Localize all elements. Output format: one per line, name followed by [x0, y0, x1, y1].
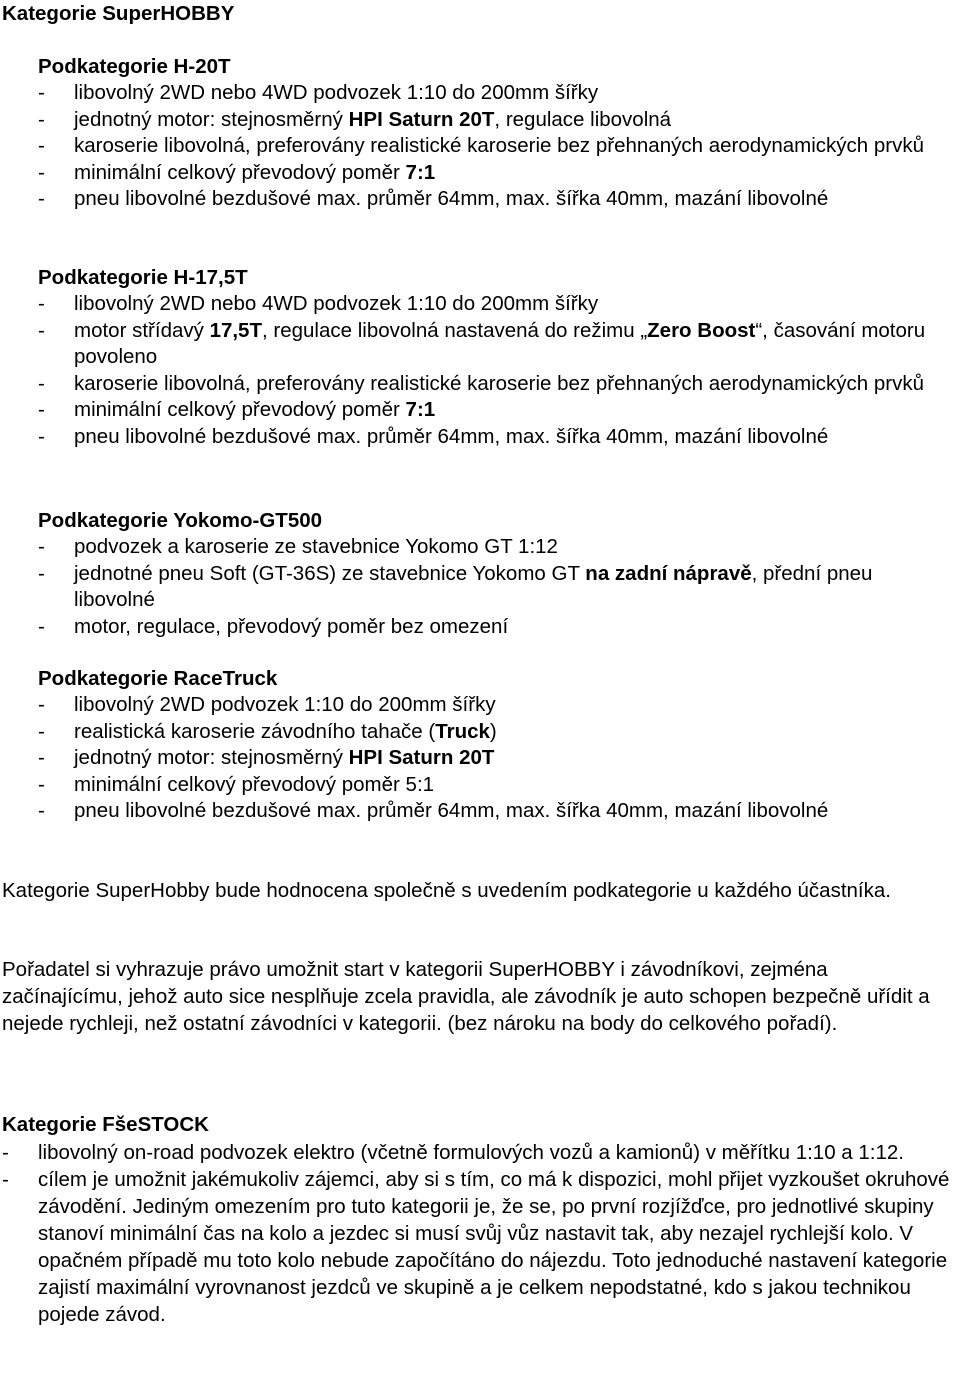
bullet-dash: -: [38, 398, 45, 421]
bullet-dash: -: [38, 693, 45, 716]
bullet-dash: -: [38, 772, 45, 796]
bullet-dash: -: [38, 107, 45, 131]
category-fsestock: [2, 1111, 952, 1328]
paragraph-organizer: Pořadatel si vyhrazuje právo umožnit start v kategorii SuperHOBBY i závodníkovi, zejména začínajícímu, jehož auto sice nesplňuje zcela pravidla, ale závodník je auto schopen bezpečně uřídit a nejede rychleji, než ostatní závodníci v kategorii. (bez nároku na body do celkového pořadí).: [2, 958, 930, 1035]
bullet-dash: -: [2, 1168, 9, 1191]
rule-text: minimální celkový převodový poměr: [74, 398, 406, 421]
subcategory-h175t: [38, 264, 953, 450]
category-title: Kategorie FšeSTOCK: [2, 1113, 209, 1136]
bullet-dash: -: [38, 746, 45, 769]
rule-text: jednotný motor: stejnosměrný: [74, 107, 349, 131]
rule-item: [38, 318, 953, 371]
rule-item: [38, 719, 953, 746]
rule-list: [38, 534, 953, 640]
bullet-dash: -: [38, 318, 45, 342]
rule-item: [38, 424, 953, 451]
rule-text: libovolný on-road podvozek elektro (včetně formulových vozů a kamionů) v měřítku 1:10 a 1:12.: [38, 1141, 904, 1164]
rule-text: jednotný motor: stejnosměrný: [74, 746, 349, 769]
rule-text: cílem je umožnit jakémukoliv zájemci, aby si s tím, co má k dispozici, mohl přijet vyzkoušet okruhové závodění. Jediným omezením pro tuto kategorii je, že se, po první rozjížďce, pro jednotlivé skupiny stanoví minimální čas na kolo a jezdec si musí svůj vůz nastavit tak, aby nezajel rychlejší kolo. V opačném případě mu toto kolo nebude započítáno do nájezdu. Toto jednoduché nastavení kategorie zajistí maximální vyrovnanost jezdců ve skupině a je celkem nepodstatné, kdo s jakou technikou pojede závod.: [38, 1168, 950, 1326]
emphasis-text: Truck: [435, 719, 490, 743]
emphasis-text: HPI Saturn 20T: [348, 107, 495, 131]
subcategory-title: Podkategorie H-17,5T: [38, 266, 248, 289]
rule-text: , přední pneu libovolné: [74, 561, 873, 611]
rule-list: [38, 291, 953, 450]
rule-item: [38, 745, 953, 772]
rule-text: libovolný 2WD podvozek 1:10 do 200mm šířky: [74, 693, 496, 716]
rule-item: [38, 133, 953, 160]
main-heading: Kategorie SuperHOBBY: [2, 2, 235, 25]
subcategory-h20t: [38, 53, 953, 213]
rule-item: [38, 107, 953, 134]
bullet-dash: -: [38, 424, 45, 448]
emphasis-text: 7:1: [405, 160, 436, 184]
rule-item: [38, 614, 953, 641]
rule-text: karoserie libovolná, preferovány realistické karoserie bez přehnaných aerodynamických prvků: [74, 134, 925, 157]
rule-list: [38, 692, 953, 825]
bullet-dash: -: [38, 81, 45, 104]
rule-item: [38, 798, 953, 825]
subcategory-racetruck: [38, 665, 953, 825]
bullet-dash: -: [38, 187, 45, 210]
emphasis-text: HPI Saturn 20T: [348, 746, 495, 769]
rule-text: podvozek a karoserie ze stavebnice Yokomo GT 1:12: [74, 535, 558, 558]
emphasis-text: 17,5T: [209, 318, 262, 342]
paragraph-scoring: Kategorie SuperHobby bude hodnocena společně s uvedením podkategorie u každého účastníka.: [2, 879, 891, 902]
rule-item: [2, 1139, 952, 1166]
rule-text: karoserie libovolná, preferovány realistické karoserie bez přehnaných aerodynamických prvků: [74, 371, 925, 395]
rule-item: [38, 186, 953, 213]
rule-text: “, časování motoru povoleno: [74, 318, 926, 368]
rule-item: [38, 692, 953, 719]
subcategory-title: Podkategorie Yokomo-GT500: [38, 509, 323, 532]
bullet-dash: -: [38, 535, 45, 558]
rule-text: motor střídavý: [74, 318, 210, 342]
rule-item: [38, 534, 953, 561]
rule-item: [38, 772, 953, 799]
emphasis-text: 7:1: [405, 398, 436, 421]
rule-list: [2, 1139, 952, 1328]
rule-text: realistická karoserie závodního tahače (: [74, 719, 436, 743]
bullet-dash: -: [38, 719, 45, 743]
rule-item: [38, 397, 953, 424]
bullet-dash: -: [38, 160, 45, 184]
rule-item: [38, 80, 953, 107]
rule-item: [38, 160, 953, 187]
subcategory-title: Podkategorie H-20T: [38, 55, 231, 78]
bullet-dash: -: [38, 371, 45, 395]
rule-item: [38, 291, 953, 318]
rule-text: jednotné pneu Soft (GT-36S) ze stavebnice Yokomo GT: [74, 561, 586, 585]
rule-text: pneu libovolné bezdušové max. průměr 64mm, max. šířka 40mm, mazání libovolné: [74, 424, 829, 448]
rule-text: libovolný 2WD nebo 4WD podvozek 1:10 do 200mm šířky: [74, 81, 599, 104]
bullet-dash: -: [38, 561, 45, 585]
rule-text: , regulace libovolná: [494, 107, 672, 131]
rule-text: minimální celkový převodový poměr 5:1: [74, 772, 435, 796]
emphasis-text: Zero Boost: [647, 318, 756, 342]
rule-item: [38, 561, 953, 614]
subcategory-yokomo: [38, 507, 953, 640]
rule-text: pneu libovolné bezdušové max. průměr 64mm, max. šířka 40mm, mazání libovolné: [74, 799, 829, 822]
rule-item: [38, 371, 953, 398]
rule-text: ): [489, 719, 497, 743]
bullet-dash: -: [38, 292, 45, 315]
bullet-dash: -: [2, 1141, 9, 1164]
bullet-dash: -: [38, 799, 45, 822]
subcategory-title: Podkategorie RaceTruck: [38, 667, 278, 690]
rule-text: motor, regulace, převodový poměr bez omezení: [74, 614, 509, 638]
bullet-dash: -: [38, 134, 45, 157]
rule-item: [2, 1166, 952, 1328]
rule-text: , regulace libovolná nastavená do režimu „: [261, 318, 648, 342]
rule-text: pneu libovolné bezdušové max. průměr 64mm, max. šířka 40mm, mazání libovolné: [74, 187, 829, 210]
rule-list: [38, 80, 953, 213]
bullet-dash: -: [38, 614, 45, 638]
rule-text: minimální celkový převodový poměr: [74, 160, 406, 184]
rule-text: libovolný 2WD nebo 4WD podvozek 1:10 do 200mm šířky: [74, 292, 599, 315]
emphasis-text: na zadní nápravě: [585, 561, 752, 585]
